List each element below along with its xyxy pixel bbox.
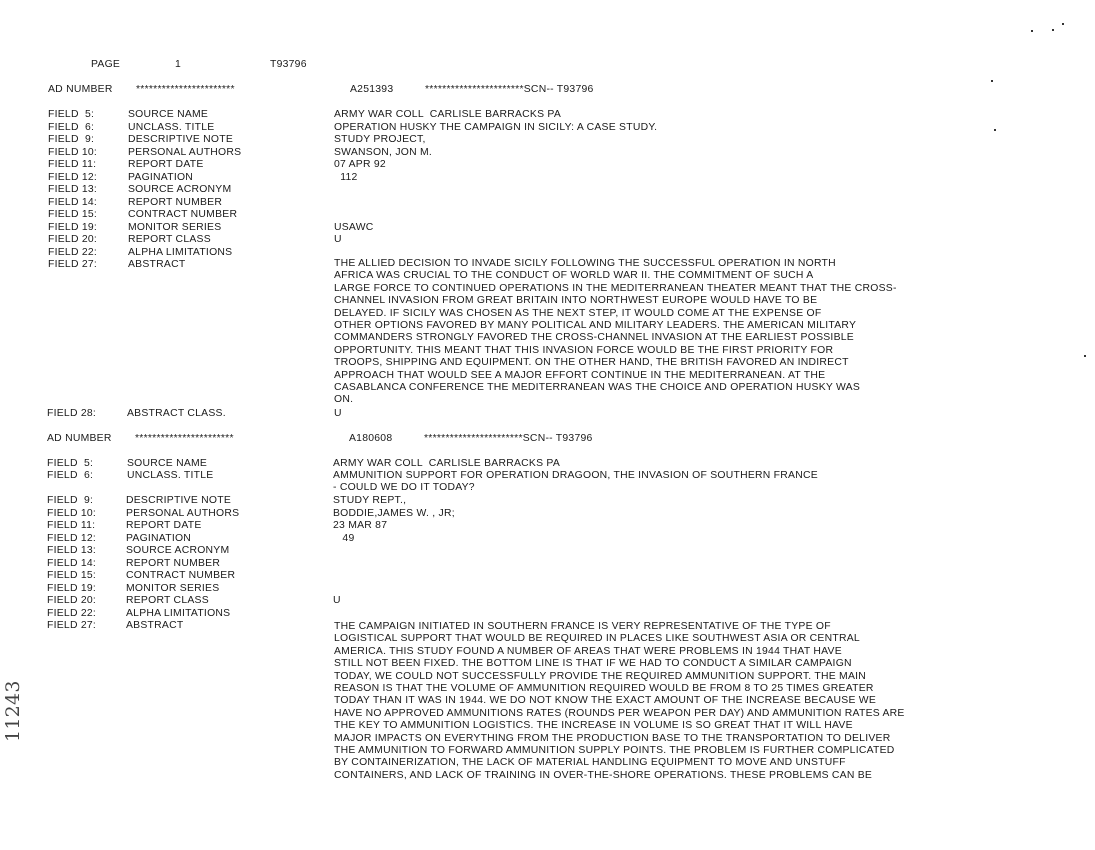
ad-stars-1: ***********************: [136, 84, 235, 95]
r1-abstract-line: CHANNEL INVASION FROM GREAT BRITAIN INTO NORTHWEST EUROPE WOULD HAVE TO BE: [334, 295, 818, 307]
r1-field-value: 07 APR 92: [334, 159, 386, 170]
r1-field-name: REPORT CLASS: [128, 234, 211, 245]
r2-abstract-line: AMERICA. THIS STUDY FOUND A NUMBER OF AREAS THAT WERE PROBLEMS IN 1944 THAT HAVE: [334, 645, 842, 657]
r2-field-num: FIELD 27:: [47, 620, 97, 631]
r2-field-name: ALPHA LIMITATIONS: [126, 607, 231, 619]
r1-field-name: REPORT DATE: [128, 159, 204, 170]
r1-field-num: FIELD 14:: [48, 196, 98, 208]
r1-field-name: DESCRIPTIVE NOTE: [128, 134, 234, 145]
r2-abstract-line: TODAY THAN IT WAS IN 1944. WE DO NOT KNOW THE EXACT AMOUNT OF THE INCREASE BECAUSE WE: [334, 695, 877, 707]
r1-field-name: SOURCE ACRONYM: [128, 184, 232, 195]
r2-field-num: FIELD 13:: [47, 545, 97, 556]
r2-field-5-num: FIELD 5:: [47, 458, 94, 469]
scan-speck: [1084, 355, 1086, 357]
r2-abstract-line: MAJOR IMPACTS ON EVERYTHING FROM THE PRODUCTION BASE TO THE TRANSPORTATION TO DELIVER: [334, 732, 891, 744]
r1-field-name: PAGINATION: [128, 171, 194, 183]
r2-field-value: U: [333, 595, 341, 606]
r2-field-num: FIELD 19:: [47, 582, 97, 594]
r1-field-num: FIELD 27:: [48, 259, 98, 270]
r1-field-value: OPERATION HUSKY THE CAMPAIGN IN SICILY: A CASE STUDY.: [334, 121, 658, 133]
ad-number-value-1: A251393: [350, 84, 394, 95]
r2-field-num: FIELD 15:: [47, 570, 97, 581]
r2-field-5-value: ARMY WAR COLL CARLISLE BARRACKS PA: [333, 458, 561, 469]
r1-field-name: PERSONAL AUTHORS: [128, 146, 242, 158]
r1-field-num: FIELD 11:: [48, 159, 97, 170]
r2-field-num: FIELD 11:: [47, 520, 96, 531]
r2-field-5-name: SOURCE NAME: [127, 458, 208, 469]
r2-field-name: REPORT DATE: [126, 520, 202, 531]
r1-field-value: U: [334, 234, 342, 245]
r2-abstract-line: THE CAMPAIGN INITIATED IN SOUTHERN FRANCE IS VERY REPRESENTATIVE OF THE TYPE OF: [334, 621, 831, 632]
ad-stars-2: ***********************: [135, 433, 234, 444]
r1-field-name: MONITOR SERIES: [128, 221, 222, 233]
r1-abstract-line: TROOPS, SHIPPING AND EQUIPMENT. ON THE OTHER HAND, THE BRITISH FAVORED AN INDIRECT: [334, 357, 849, 369]
r2-abstract-line: REASON IS THAT THE VOLUME OF AMMUNITION REQUIRED WOULD BE FROM 8 TO 25 TIMES GREATER: [334, 683, 874, 694]
r2-field-name: REPORT NUMBER: [126, 557, 221, 569]
r1-field-num: FIELD 19:: [48, 221, 98, 233]
r2-abstract-line: CONTAINERS, AND LACK OF TRAINING IN OVER-THE-SHORE OPERATIONS. THESE PROBLEMS CAN BE: [334, 769, 873, 781]
r2-abstract-line: STILL NOT BEEN FIXED. THE BOTTOM LINE IS THAT IF WE HAD TO CONDUCT A SIMILAR CAMPAIGN: [334, 658, 852, 670]
r2-field-num: FIELD 14:: [47, 557, 97, 569]
field-28-value: U: [334, 408, 342, 419]
scan-speck: [1031, 30, 1033, 32]
r2-field-name: PAGINATION: [126, 532, 192, 544]
r2-field-value: 23 MAR 87: [333, 520, 388, 531]
r2-field-name: MONITOR SERIES: [126, 582, 220, 594]
r1-field-num: FIELD 6:: [48, 121, 95, 133]
r1-field-num: FIELD 13:: [48, 184, 98, 195]
r2-abstract-line: LOGISTICAL SUPPORT THAT WOULD BE REQUIRED IN PLACES LIKE SOUTHWEST ASIA OR CENTRAL: [334, 633, 860, 645]
r1-abstract-line: OTHER OPTIONS FAVORED BY MANY POLITICAL AND MILITARY LEADERS. THE AMERICAN MILITARY: [334, 320, 857, 331]
r1-abstract-line: LARGE FORCE TO CONTINUED OPERATIONS IN THE MEDITERRANEAN THEATER MEANT THAT THE CROSS-: [334, 282, 897, 294]
r2-field-num: FIELD 12:: [47, 532, 97, 544]
r2-abstract-line: BY CONTAINERIZATION, THE LACK OF MATERIAL HANDLING EQUIPMENT TO MOVE AND UNSTUFF: [334, 757, 846, 769]
r2-abstract-line: THE AMMUNITION TO FORWARD AMMUNITION SUPPLY POINTS. THE PROBLEM IS FURTHER COMPLICATED: [334, 745, 895, 756]
r1-field-value: USAWC: [334, 221, 374, 233]
margin-handwritten-note: 11243: [2, 680, 24, 742]
r2-field-num: FIELD 10:: [47, 507, 97, 519]
r1-abstract-line: OPPORTUNITY. THIS MEANT THAT THIS INVASION FORCE WOULD BE THE FIRST PRIORITY FOR: [334, 344, 834, 356]
r1-abstract-line: APPROACH THAT WOULD SEE A MAJOR EFFORT CONTINUE IN THE MEDITERRANEAN. AT THE: [334, 369, 826, 381]
page-label: PAGE: [91, 59, 121, 70]
r1-field-name: CONTRACT NUMBER: [128, 209, 238, 220]
r1-field-name: SOURCE NAME: [128, 109, 209, 120]
scan-speck: [1052, 29, 1054, 31]
r2-field-6-value-cont: - COULD WE DO IT TODAY?: [333, 482, 475, 493]
r1-field-name: ABSTRACT: [128, 259, 186, 270]
scan-speck: [1062, 23, 1064, 25]
scn-2: ***********************SCN-- T93796: [424, 433, 593, 444]
r2-abstract-line: TODAY, WE COULD NOT SUCCESSFULLY PROVIDE THE REQUIRED AMMUNITION SUPPORT. THE MAIN: [334, 670, 867, 682]
r1-field-num: FIELD 22:: [48, 246, 98, 258]
r2-field-name: PERSONAL AUTHORS: [126, 507, 240, 519]
r2-field-6-name: UNCLASS. TITLE: [127, 470, 214, 481]
r1-field-value: ARMY WAR COLL CARLISLE BARRACKS PA: [334, 109, 562, 120]
r2-field-name: DESCRIPTIVE NOTE: [126, 495, 232, 506]
r2-abstract-line: HAVE NO APPROVED AMMUNITIONS RATES (ROUNDS PER WEAPON PER DAY) AND AMMUNITION RATES ARE: [334, 707, 905, 719]
ad-number-label-1: AD NUMBER: [48, 84, 113, 95]
r2-field-num: FIELD 9:: [47, 495, 94, 506]
r1-field-num: FIELD 9:: [48, 134, 95, 145]
r2-field-value: STUDY REPT.,: [333, 495, 407, 506]
r2-field-name: CONTRACT NUMBER: [126, 570, 236, 581]
r1-field-num: FIELD 15:: [48, 209, 98, 220]
r1-field-name: ALPHA LIMITATIONS: [128, 246, 233, 258]
r2-field-6-num: FIELD 6:: [47, 470, 94, 481]
scan-speck: [994, 129, 996, 131]
page-number: 1: [175, 59, 182, 70]
r1-field-num: FIELD 12:: [48, 171, 98, 183]
r2-field-name: ABSTRACT: [126, 620, 184, 631]
r1-field-name: UNCLASS. TITLE: [128, 121, 215, 133]
ad-number-value-2: A180608: [349, 433, 393, 444]
r1-abstract-line: DELAYED. IF SICILY WAS CHOSEN AS THE NEXT STEP, IT WOULD COME AT THE EXPENSE OF: [334, 307, 822, 319]
r2-field-value: BODDIE,JAMES W. , JR;: [333, 507, 455, 519]
r1-field-num: FIELD 10:: [48, 146, 98, 158]
scan-speck: [991, 80, 993, 82]
r1-abstract-line: CASABLANCA CONFERENCE THE MEDITERRANEAN WAS THE CHOICE AND OPERATION HUSKY WAS: [334, 382, 861, 393]
document-id: T93796: [270, 59, 307, 70]
r1-field-value: STUDY PROJECT,: [334, 134, 426, 145]
field-28-name: ABSTRACT CLASS.: [127, 408, 226, 419]
r2-field-6-value: AMMUNITION SUPPORT FOR OPERATION DRAGOON, THE INVASION OF SOUTHERN FRANCE: [333, 470, 818, 481]
r2-abstract-line: THE KEY TO AMMUNITION LOGISTICS. THE INCREASE IN VOLUME IS SO GREAT THAT IT WILL HAVE: [334, 720, 853, 732]
r1-abstract-line: THE ALLIED DECISION TO INVADE SICILY FOLLOWING THE SUCCESSFUL OPERATION IN NORTH: [334, 258, 836, 269]
field-28-num: FIELD 28:: [47, 408, 97, 419]
r2-field-value: 49: [333, 532, 355, 544]
r2-field-num: FIELD 22:: [47, 607, 97, 619]
r1-abstract-line: AFRICA WAS CRUCIAL TO THE CONDUCT OF WORLD WAR II. THE COMMITMENT OF SUCH A: [334, 270, 814, 282]
ad-number-label-2: AD NUMBER: [47, 433, 112, 444]
r2-field-num: FIELD 20:: [47, 595, 97, 606]
r1-field-name: REPORT NUMBER: [128, 196, 223, 208]
r1-field-value: SWANSON, JON M.: [334, 146, 433, 158]
r1-field-num: FIELD 20:: [48, 234, 98, 245]
r1-abstract-line: COMMANDERS STRONGLY FAVORED THE CROSS-CHANNEL INVASION AT THE EARLIEST POSSIBLE: [334, 332, 854, 344]
r2-field-name: REPORT CLASS: [126, 595, 209, 606]
r2-field-name: SOURCE ACRONYM: [126, 545, 230, 556]
r1-field-value: 112: [334, 171, 358, 183]
scn-1: ***********************SCN-- T93796: [425, 84, 594, 95]
r1-abstract-line: ON.: [334, 394, 354, 406]
r1-field-num: FIELD 5:: [48, 109, 95, 120]
